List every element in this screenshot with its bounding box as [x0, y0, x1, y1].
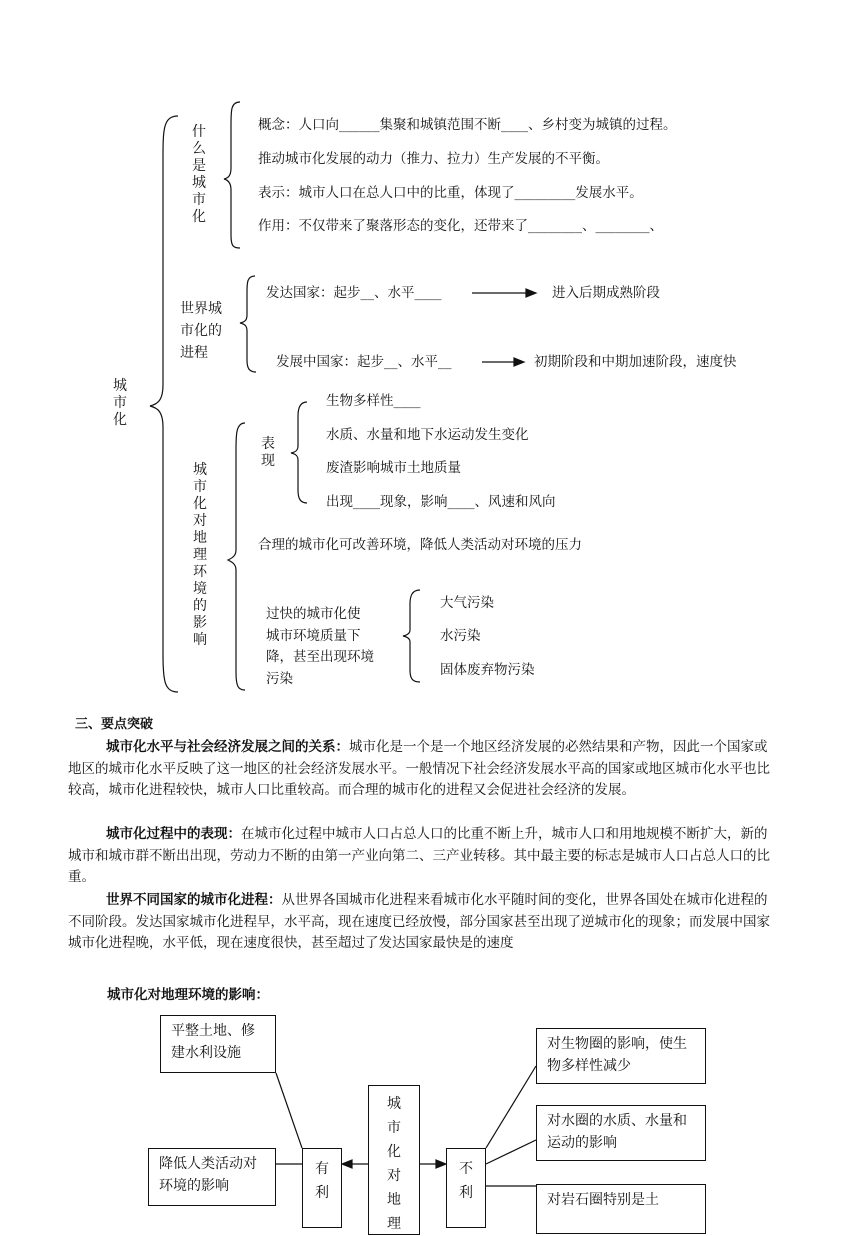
diagram-title: 城市化对地理环境的影响： — [107, 987, 269, 1003]
box-biosphere: 对生物圈的影响，使生物多样性减少 — [536, 1028, 706, 1084]
process-developing-result: 初期阶段和中期加速阶段，速度快 — [534, 354, 737, 370]
what-is-item-driver: 推动城市化发展的动力（推力、拉力）生产发展的不平衡。 — [258, 151, 609, 167]
reasonable-urbanization: 合理的城市化可改善环境，降低人类活动对环境的压力 — [258, 537, 582, 553]
too-fast-line-2: 城市环境质量下 — [266, 627, 361, 644]
too-fast-line-3: 降，甚至出现环境 — [266, 649, 374, 665]
impact-label: 城市化对地理环境的影响 — [193, 462, 207, 648]
show-item-water: 水质、水量和地下水运动发生变化 — [326, 427, 529, 443]
what-is-item-effect: 作用：不仅带来了聚落形态的变化，还带来了________、________、 — [258, 218, 663, 234]
box-land-water-facilities: 平整土地、修建水利设施 — [160, 1015, 276, 1073]
box-center-urbanization: 城市化对地理 — [368, 1085, 420, 1235]
show-item-heat-island: 出现____现象，影响____、风速和风向 — [326, 494, 556, 510]
too-fast-line-4: 污染 — [266, 670, 293, 687]
pollution-solid: 固体废弃物污染 — [440, 662, 535, 678]
box-reduce-pressure: 降低人类活动对环境的影响 — [148, 1148, 276, 1206]
section-heading: 三、要点突破 — [75, 717, 154, 732]
box-lithosphere: 对岩石圈特别是土 — [536, 1184, 706, 1234]
show-item-waste: 废渣影响城市土地质量 — [326, 460, 461, 476]
process-label-line-1: 世界城 — [180, 301, 222, 317]
paragraph-process-body: 在城市化过程中城市人口占总人口的比重不断上升，城市人口和用地规模不断扩大，新的城市和城市群不断出出现，劳动力不断的由第一产业向第二、三产业转移。其中最主要的标志是城市人口占总人口的比重。 — [68, 826, 770, 885]
box-favorable: 有利 — [302, 1148, 342, 1228]
process-label-line-2: 市化的 — [180, 323, 222, 339]
mindmap-root: 城市化 — [113, 378, 127, 428]
what-is-item-concept: 概念：人口向______集聚和城镇范围不断____、乡村变为城镇的过程。 — [258, 117, 677, 133]
what-is-label: 什么是城市化 — [192, 124, 206, 225]
show-item-biodiversity: 生物多样性____ — [326, 393, 421, 409]
what-is-item-measure: 表示：城市人口在总人口中的比重，体现了_________发展水平。 — [258, 185, 643, 201]
paragraph-relationship-body: 城市化是一个是一个地区经济发展的必然结果和产物，因此一个国家或地区的城市化水平反映了这一地区的社会经济发展水平。一般情况下社会经济发展水平高的国家或地区城市化水平也比较高，城市化进程较快，城市人口比重较高。而合理的城市化的进程又会促进社会经济的发展。 — [68, 739, 770, 798]
show-label: 表现 — [261, 436, 275, 469]
process-developed-result: 进入后期成熟阶段 — [552, 285, 660, 301]
paragraph-process-title: 城市化过程中的表现： — [106, 826, 241, 842]
paragraph-relationship-title: 城市化水平与社会经济发展之间的关系： — [106, 739, 349, 755]
box-hydrosphere: 对水圈的水质、水量和运动的影响 — [536, 1105, 706, 1161]
process-developed: 发达国家：起步__、水平____ — [266, 285, 442, 301]
paragraph-countries-title: 世界不同国家的城市化进程： — [106, 892, 282, 908]
too-fast-line-1: 过快的城市化使 — [266, 606, 361, 622]
box-unfavorable: 不利 — [446, 1148, 486, 1228]
process-label-line-3: 进程 — [180, 345, 208, 358]
paragraph-countries-body: 从世界各国城市化进程来看城市化水平随时间的变化，世界各国处在城市化进程的不同阶段。发达国家城市化进程早，水平高，现在速度已经放慢，部分国家甚至出现了逆城市化的现象；而发展中国家城市化进程晚，水平低，现在速度很快，甚至超过了发达国家最快是的速度 — [68, 892, 770, 951]
pollution-water: 水污染 — [440, 628, 481, 644]
pollution-air: 大气污染 — [440, 595, 494, 611]
process-developing: 发展中国家：起步__、水平__ — [276, 354, 452, 370]
